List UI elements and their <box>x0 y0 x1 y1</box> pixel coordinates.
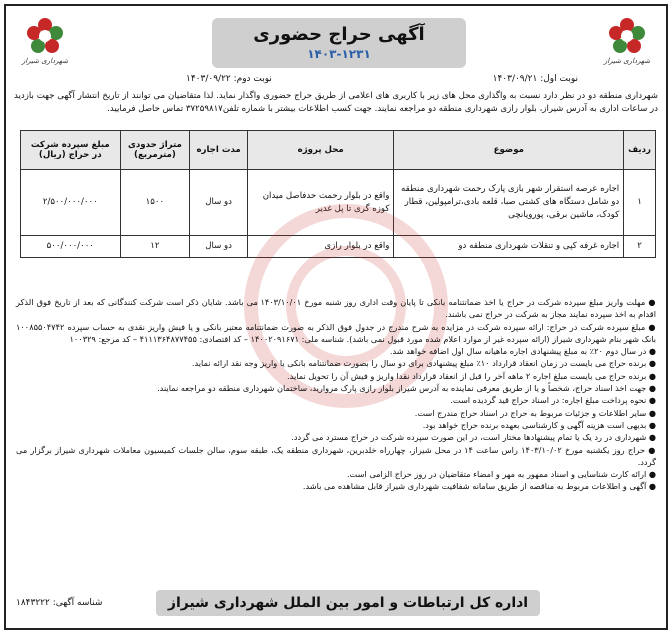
note-item: ● برنده حراج می بایست مبلغ اجاره ۲ ماهه آخر را قبل از انعقاد قرارداد نقدا واریز و فیش آن را تحویل نماید. <box>287 370 656 381</box>
cell-row-number: ۲ <box>624 236 656 258</box>
col-header-location: محل پروژه <box>247 131 394 170</box>
cell-area: ۱۵۰۰ <box>120 170 190 236</box>
note-item: ● جهت اخذ اسناد حراج، شخصاً و یا از طریق معرفی نماینده به آدرس شیراز بلوار رازی پارک مروارید، ساختمان شهرداری منطقه دو مراجعه نمایند. <box>157 383 656 394</box>
cell-subject: اجاره غرفه کپی و تنقلات شهرداری منطقه دو <box>394 236 624 258</box>
logo-shiraz-right <box>600 16 654 74</box>
note-item: ● برنده حراج می بایست در زمان انعقاد قرارداد ۱۰٪ مبلغ پیشنهادی برای دو سال را بصورت ضمانتنامه بانکی یا واریز وجه نقد ارائه نماید. <box>191 358 656 369</box>
note-item: ● ارائه کارت شناسایی و اسناد ممهور به مهر و امضاء متقاضیان در روز حراج الزامی است. <box>346 469 656 480</box>
flower-logo-icon <box>25 16 65 56</box>
date-second: نوبت دوم: ۱۴۰۳/۰۹/۲۲ <box>186 74 272 84</box>
cell-area: ۱۲ <box>120 236 190 258</box>
cell-deposit: ۵۰۰/۰۰۰/۰۰۰ <box>21 236 121 258</box>
auction-table <box>20 130 656 258</box>
ad-code: ۱۴۰۳-۱۲۳۱ <box>307 47 371 61</box>
cell-row-number: ۱ <box>624 170 656 236</box>
col-header-row-number: ردیف <box>624 131 656 170</box>
note-item: ● مبلغ سپرده شرکت در حراج: ارائه سپرده شرکت در مزایده به شرح مندرج در جدول فوق الذکر به صورت ضمانتنامه معتبر بانکی و یا فیش واریز نقدی به حساب سپرده ۱۰۰۸۵۵۰۴۷۴۲ بانک شهر بنام شهرداری شیراز (ارائه سپرده غیر از موارد اعلام شده مورد قبول نمی باشد). شناسه ملی: ۱۴۰۰۲۰۹۱۶۷۱ – کد اقتصادی: ۴۱۱۱۳۶۴۸۷۷۴۵۵ – کد مرجع: ۱۰۰۳۲۹ <box>16 321 656 344</box>
note-item: ● شهرداری در رد یک یا تمام پیشنهادها مختار است، در این صورت سپرده شرکت در حراج مسترد می گردد. <box>291 432 656 443</box>
note-item: ● سایر اطلاعات و جزئیات مربوط به حراج در اسناد حراج مندرج است. <box>414 407 656 418</box>
note-item: ● مهلت واریز مبلغ سپرده شرکت در حراج یا اخذ ضمانتنامه بانکی تا پایان وقت اداری روز شنبه مورخ ۱۴۰۳/۱۰/۰۱ می باشد. شایان ذکر است شرکت کنندگانی که بعد از تاریخ فوق الذکر اقدام به اخذ سپرده نمایند مجاز به شرکت در حراج نمی باشند. <box>16 297 657 320</box>
col-header-area: متراژ حدودی (مترمربع) <box>120 131 190 170</box>
cell-subject: اجاره عرصه استقرار شهر بازی پارک رحمت شهرداری منطقه دو شامل دستگاه های کشتی صبا، قلعه بادی،ترامپولین، قطار کودک، ماشین برقی، پورویانچی <box>394 170 624 236</box>
page-title: آگهی حراج حضوری <box>253 24 425 45</box>
cell-location: واقع در بلوار رازی <box>247 236 394 258</box>
flower-logo-icon <box>607 16 647 56</box>
note-item: ● آگهی و اطلاعات مربوط به مناقصه از طریق سامانه شفافیت شهرداری شیراز قابل مشاهده می باشد. <box>302 481 656 492</box>
table-header-row <box>21 131 656 170</box>
col-header-duration: مدت اجاره <box>190 131 248 170</box>
table-row <box>21 170 656 236</box>
cell-location: واقع در بلوار رحمت حدفاصل میدان کوزه گری تا پل غدیر <box>247 170 394 236</box>
cell-duration: دو سال <box>190 170 248 236</box>
note-item: ● نحوه پرداخت مبلغ اجاره: در اسناد حراج قید گردیده است. <box>450 395 656 406</box>
cell-deposit: ۲/۵۰۰/۰۰۰/۰۰۰ <box>21 170 121 236</box>
logo-caption: شهرداری شیراز <box>21 57 69 65</box>
note-item: ● بدیهی است هزینه آگهی و کارشناسی بعهده برنده حراج خواهد بود. <box>422 419 656 430</box>
cell-duration: دو سال <box>190 236 248 258</box>
footer-org-name: اداره کل ارتباطات و امور بین الملل شهرداری شیراز <box>167 595 529 611</box>
note-item: ● حراج روز یکشنبه مورخ ۱۴۰۳/۱۰/۰۲ راس ساعت ۱۴ در محل شیراز، چهارراه خلدبرین، شهرداری منطقه یک، طبقه سوم، سالن جلسات کمیسیون معاملات شهرداری شیراز برگزار می گردد. <box>16 444 657 467</box>
notes-list <box>16 296 656 493</box>
table-row <box>21 236 656 258</box>
advertisement-page <box>4 4 668 630</box>
publication-dates <box>186 74 578 88</box>
date-first: نوبت اول: ۱۴۰۳/۰۹/۲۱ <box>492 74 578 84</box>
title-box <box>212 18 466 68</box>
logo-caption: شهرداری شیراز <box>603 57 651 65</box>
col-header-deposit: مبلغ سپرده شرکت در حراج (ریال) <box>21 131 121 170</box>
footer-org-box <box>156 590 540 616</box>
note-item: ● در سال دوم ۲۰٪ به مبلغ پیشنهادی اجاره ماهیانه سال اول اضافه خواهد شد. <box>389 346 656 357</box>
ad-number: شناسه آگهی: ۱۸۴۳۲۲۲ <box>16 598 103 608</box>
logo-shiraz-left <box>18 16 72 74</box>
col-header-subject: موضوع <box>394 131 624 170</box>
intro-paragraph: شهرداری منطقه دو در نظر دارد نسبت به واگذاری محل های زیر با کاربری های اعلامی از طریق حراج حضوری واگذار نماید. لذا متقاضیان می توانند از تاریخ انتشار آگهی جهت بازدید در ساعات اداری به آدرس شیراز، بلوار رازی شهرداری منطقه دو مراجعه نمایند. جهت کسب اطلاعات بیشتر با شماره تلفن۳۷۲۵۹۸۱۷ تماس حاصل فرمایید. <box>14 91 658 114</box>
